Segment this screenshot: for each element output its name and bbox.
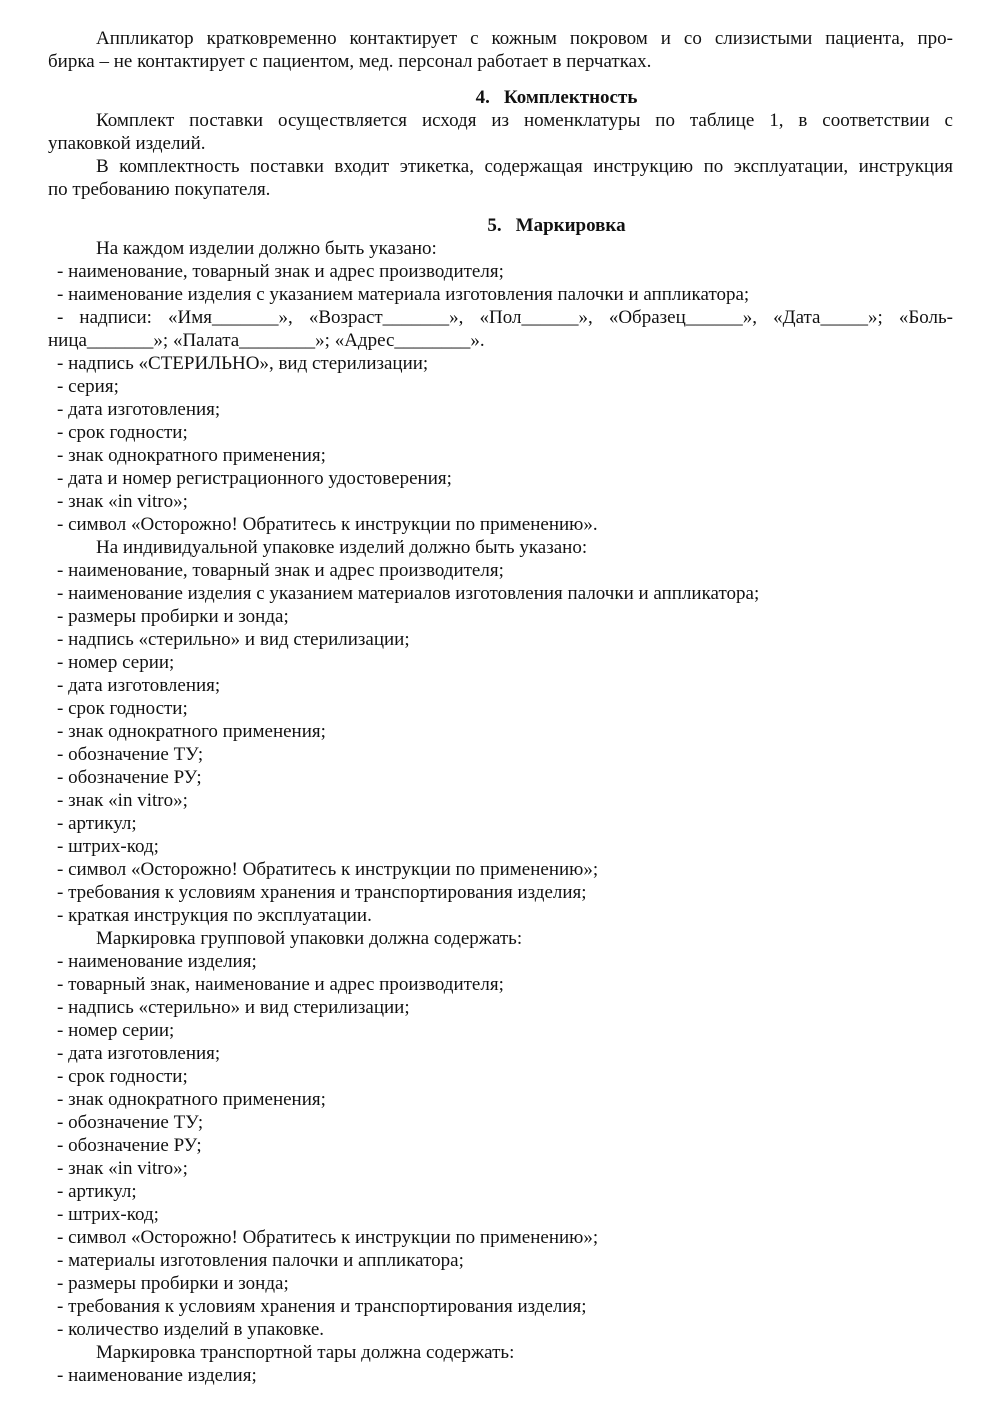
list-item-line: - штрих-код; bbox=[57, 1204, 159, 1225]
list-item-line: - символ «Осторожно! Обратитесь к инструкции по применению»; bbox=[57, 1227, 599, 1248]
paragraph-line: упаковкой изделий. bbox=[48, 133, 206, 154]
lead-in-line: Маркировка групповой упаковки должна содержать: bbox=[96, 928, 523, 949]
list-item-line: - материалы изготовления палочки и аппликатора; bbox=[57, 1250, 464, 1271]
paragraph-line: по требованию покупателя. bbox=[48, 179, 271, 200]
section-heading bbox=[48, 86, 953, 109]
list-item-line: - требования к условиям хранения и транспортирования изделия; bbox=[57, 882, 587, 903]
list-item-line: - срок годности; bbox=[57, 698, 188, 719]
list-item-line: - символ «Осторожно! Обратитесь к инструкции по применению». bbox=[57, 514, 598, 535]
heading-number: 4. bbox=[475, 87, 490, 108]
section-heading bbox=[48, 214, 953, 237]
list-item-line: - штрих-код; bbox=[57, 836, 159, 857]
list-item-line: - серия; bbox=[57, 376, 119, 397]
heading-title: Комплектность bbox=[503, 87, 638, 108]
list-item-line: - надпись «СТЕРИЛЬНО», вид стерилизации; bbox=[57, 353, 429, 374]
list-item-line: - наименование, товарный знак и адрес производителя; bbox=[57, 261, 504, 282]
list-item-line: - артикул; bbox=[57, 813, 137, 834]
list-item-line: - дата изготовления; bbox=[57, 1043, 221, 1064]
list-item-line: - знак «in vitro»; bbox=[57, 1158, 188, 1179]
list-item-line: - артикул; bbox=[57, 1181, 137, 1202]
list-item-line: - количество изделий в упаковке. bbox=[57, 1319, 325, 1340]
list-item-line: - обозначение РУ; bbox=[57, 1135, 202, 1156]
list-item-line: - надписи: «Имя_______», «Возраст_______», «Пол______», «Образец______», «Дата_____»; «Боль- bbox=[57, 307, 953, 328]
heading-number: 5. bbox=[487, 215, 502, 236]
list-item-line: - знак «in vitro»; bbox=[57, 790, 188, 811]
list-item-line: - краткая инструкция по эксплуатации. bbox=[57, 905, 372, 926]
list-item-line: - знак однократного применения; bbox=[57, 445, 326, 466]
list-item-line: - знак «in vitro»; bbox=[57, 491, 188, 512]
list-item-line: - товарный знак, наименование и адрес производителя; bbox=[57, 974, 504, 995]
lead-in-line: Маркировка транспортной тары должна содержать: bbox=[96, 1342, 515, 1363]
list-item-line: - номер серии; bbox=[57, 1020, 175, 1041]
paragraph-line: бирка – не контактирует с пациентом, мед. персонал работает в перчатках. bbox=[48, 51, 652, 72]
list-item-line: - срок годности; bbox=[57, 422, 188, 443]
list-item-line: - обозначение РУ; bbox=[57, 767, 202, 788]
list-item-line: - надпись «стерильно» и вид стерилизации; bbox=[57, 629, 410, 650]
list-item-line: - дата изготовления; bbox=[57, 675, 221, 696]
list-item-line: - наименование изделия; bbox=[57, 1365, 257, 1386]
list-item-line: - обозначение ТУ; bbox=[57, 1112, 204, 1133]
heading-title: Маркировка bbox=[515, 215, 626, 236]
list-item-line: - наименование, товарный знак и адрес производителя; bbox=[57, 560, 504, 581]
list-item-line: - дата и номер регистрационного удостоверения; bbox=[57, 468, 452, 489]
list-item-line: - срок годности; bbox=[57, 1066, 188, 1087]
paragraph-line: В комплектность поставки входит этикетка, содержащая инструкцию по эксплуатации, инструкция bbox=[96, 156, 953, 177]
list-item-line: - наименование изделия; bbox=[57, 951, 257, 972]
list-item-continuation-line: ница_______»; «Палата________»; «Адрес________». bbox=[48, 330, 485, 351]
paragraph-line: Аппликатор кратковременно контактирует с кожным покровом и со слизистыми пациента, про- bbox=[96, 28, 953, 49]
list-item-line: - размеры пробирки и зонда; bbox=[57, 606, 289, 627]
lead-in-line: На каждом изделии должно быть указано: bbox=[96, 238, 437, 259]
lead-in-line: На индивидуальной упаковке изделий должно быть указано: bbox=[96, 537, 588, 558]
paragraph-line: Комплект поставки осуществляется исходя из номенклатуры по таблице 1, в соответствии с bbox=[96, 110, 953, 131]
list-item-line: - наименование изделия с указанием материалов изготовления палочки и аппликатора; bbox=[57, 583, 760, 604]
list-item-line: - дата изготовления; bbox=[57, 399, 221, 420]
list-item-line: - обозначение ТУ; bbox=[57, 744, 204, 765]
list-item-line: - знак однократного применения; bbox=[57, 721, 326, 742]
list-item-line: - номер серии; bbox=[57, 652, 175, 673]
list-item-line: - символ «Осторожно! Обратитесь к инструкции по применению»; bbox=[57, 859, 599, 880]
list-item-line: - знак однократного применения; bbox=[57, 1089, 326, 1110]
list-item-line: - размеры пробирки и зонда; bbox=[57, 1273, 289, 1294]
list-item-line: - надпись «стерильно» и вид стерилизации; bbox=[57, 997, 410, 1018]
list-item-line: - требования к условиям хранения и транспортирования изделия; bbox=[57, 1296, 587, 1317]
list-item-line: - наименование изделия с указанием материала изготовления палочки и аппликатора; bbox=[57, 284, 750, 305]
